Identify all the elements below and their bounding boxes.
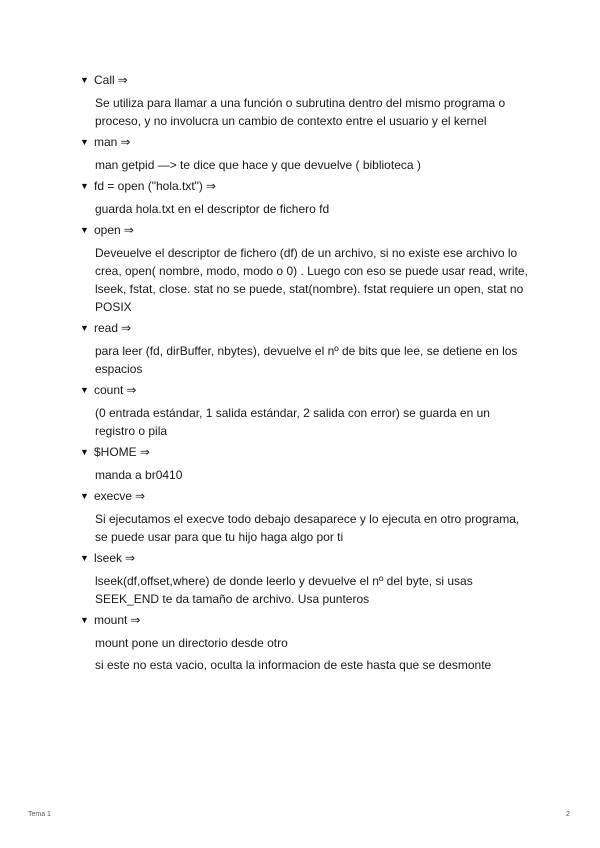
notes-content bbox=[80, 72, 530, 678]
triangle-down-icon[interactable]: ▼ bbox=[80, 75, 89, 85]
toggle-section bbox=[80, 612, 530, 674]
toggle-section bbox=[80, 444, 530, 484]
toggle-title: $HOME bbox=[94, 445, 137, 459]
toggle-section bbox=[80, 320, 530, 378]
implies-arrow: ⇒ bbox=[135, 489, 146, 503]
note-paragraph: si este no esta vacio, oculta la informacion de este hasta que se desmonte bbox=[95, 658, 492, 672]
toggle-body bbox=[95, 244, 530, 316]
note-paragraph: mount pone un directorio desde otro bbox=[95, 636, 288, 650]
toggle-title: mount bbox=[94, 613, 128, 627]
toggle-section bbox=[80, 550, 530, 608]
triangle-down-icon[interactable]: ▼ bbox=[80, 447, 89, 457]
toggle-body bbox=[95, 94, 530, 130]
toggle-title: man bbox=[94, 135, 118, 149]
toggle-section bbox=[80, 222, 530, 316]
note-paragraph: lseek(df,offset,where) de donde leerlo y devuelve el nº del byte, si usas SEEK_END te da tamaño de archivo. Usa punteros bbox=[95, 574, 473, 606]
toggle-title: fd = open ("hola.txt") bbox=[94, 179, 203, 193]
toggle-header[interactable] bbox=[80, 488, 530, 504]
toggle-body bbox=[95, 572, 530, 608]
toggle-header[interactable] bbox=[80, 550, 530, 566]
toggle-body bbox=[95, 466, 530, 484]
toggle-header[interactable] bbox=[80, 444, 530, 460]
toggle-title: execve bbox=[94, 489, 133, 503]
implies-arrow: ⇒ bbox=[121, 321, 132, 335]
note-paragraph: manda a br0410 bbox=[95, 468, 183, 482]
note-paragraph: Si ejecutamos el execve todo debajo desaparece y lo ejecuta en otro programa, se puede usar para que tu hijo haga algo por ti bbox=[95, 512, 520, 544]
implies-arrow: ⇒ bbox=[125, 551, 136, 565]
toggle-title: open bbox=[94, 223, 121, 237]
toggle-section bbox=[80, 178, 530, 218]
toggle-section bbox=[80, 72, 530, 130]
implies-arrow: ⇒ bbox=[130, 613, 141, 627]
toggle-title: count bbox=[94, 383, 124, 397]
toggle-header[interactable] bbox=[80, 178, 530, 194]
note-paragraph: para leer (fd, dirBuffer, nbytes), devuelve el nº de bits que lee, se detiene en los espacios bbox=[95, 344, 518, 376]
toggle-header[interactable] bbox=[80, 612, 530, 628]
toggle-title: read bbox=[94, 321, 119, 335]
toggle-title: Call bbox=[94, 73, 115, 87]
note-paragraph: Deveuelve el descriptor de fichero (df) de un archivo, si no existe ese archivo lo crea, open( nombre, modo, modo o 0) . Luego con eso se puede usar read, write, lseek, fstat, close. stat no se puede, stat(nombre). fstat requiere un open, stat no POSIX bbox=[95, 246, 528, 314]
toggle-body bbox=[95, 200, 530, 218]
implies-arrow: ⇒ bbox=[139, 445, 150, 459]
triangle-down-icon[interactable]: ▼ bbox=[80, 553, 89, 563]
toggle-header[interactable] bbox=[80, 320, 530, 336]
implies-arrow: ⇒ bbox=[205, 179, 216, 193]
triangle-down-icon[interactable]: ▼ bbox=[80, 181, 89, 191]
implies-arrow: ⇒ bbox=[120, 135, 131, 149]
triangle-down-icon[interactable]: ▼ bbox=[80, 225, 89, 235]
toggle-header[interactable] bbox=[80, 134, 530, 150]
toggle-section bbox=[80, 488, 530, 546]
implies-arrow: ⇒ bbox=[123, 223, 134, 237]
toggle-body bbox=[95, 342, 530, 378]
triangle-down-icon[interactable]: ▼ bbox=[80, 323, 89, 333]
implies-arrow: ⇒ bbox=[126, 383, 137, 397]
triangle-down-icon[interactable]: ▼ bbox=[80, 385, 89, 395]
note-paragraph: Se utiliza para llamar a una función o subrutina dentro del mismo programa o proceso, y no involucra un cambio de contexto entre el usuario y el kernel bbox=[95, 96, 506, 128]
toggle-header[interactable] bbox=[80, 72, 530, 88]
page-number: 2 bbox=[566, 811, 570, 818]
toggle-body bbox=[95, 156, 530, 174]
toggle-section bbox=[80, 382, 530, 440]
note-paragraph: man getpid —> te dice que hace y que devuelve ( biblioteca ) bbox=[95, 158, 421, 172]
triangle-down-icon[interactable]: ▼ bbox=[80, 137, 89, 147]
toggle-header[interactable] bbox=[80, 222, 530, 238]
toggle-header[interactable] bbox=[80, 382, 530, 398]
toggle-title: lseek bbox=[94, 551, 123, 565]
footer-title: Tema 1 bbox=[28, 811, 51, 818]
toggle-body bbox=[95, 510, 530, 546]
note-paragraph: guarda hola.txt en el descriptor de fichero fd bbox=[95, 202, 330, 216]
implies-arrow: ⇒ bbox=[117, 73, 128, 87]
note-paragraph: (0 entrada estándar, 1 salida estándar, 2 salida con error) se guarda en un registro o pila bbox=[95, 406, 490, 438]
toggle-body bbox=[95, 634, 530, 674]
toggle-body bbox=[95, 404, 530, 440]
triangle-down-icon[interactable]: ▼ bbox=[80, 615, 89, 625]
triangle-down-icon[interactable]: ▼ bbox=[80, 491, 89, 501]
toggle-section bbox=[80, 134, 530, 174]
